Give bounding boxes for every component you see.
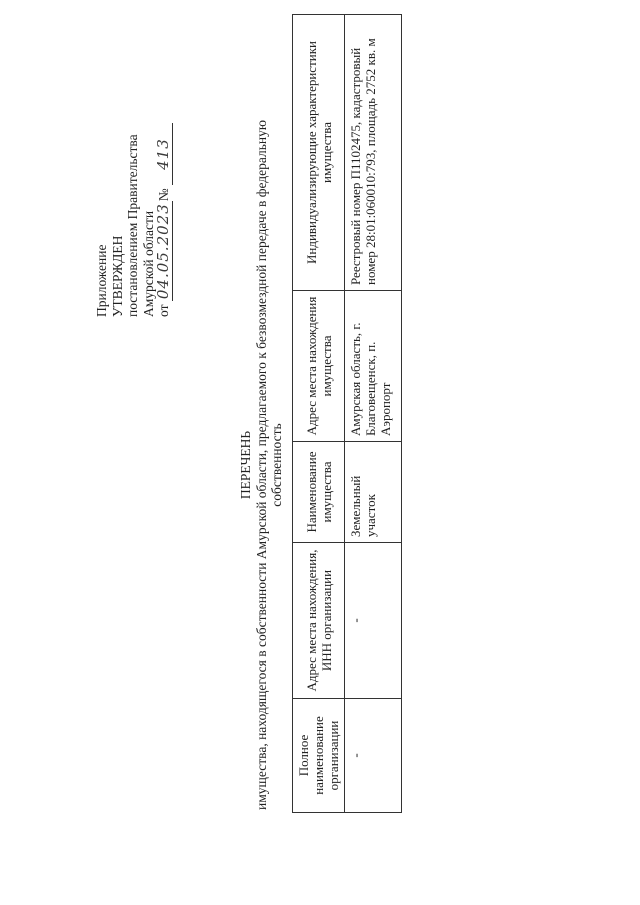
document-subtitle-line1: имущества, находящегося в собственности Амурской области, предлагаемого к безвозмездной передаче в федеральную: [253, 120, 269, 810]
table-row: [345, 15, 402, 813]
document-title: ПЕРЕЧЕНЬ: [238, 430, 253, 500]
handwritten-date: 04.05.2023: [154, 203, 172, 300]
date-field: [156, 201, 173, 301]
appendix-label: Приложение: [94, 244, 109, 317]
from-prefix: от: [156, 304, 171, 317]
document-subtitle-line2: собственность: [269, 423, 284, 507]
table-header-row: [293, 15, 345, 813]
header-property-address: Адрес места нахождения имущества: [293, 291, 345, 442]
resolution-label: постановлением Правительства: [125, 134, 140, 317]
region-label: Амурской области: [140, 210, 156, 317]
date-number-line: [156, 17, 173, 317]
header-org-address-inn: Адрес места нахождения, ИНН организации: [293, 543, 345, 699]
number-sign: №: [156, 188, 171, 202]
cell-property-name: Земельный участок: [345, 442, 402, 543]
approval-block: [94, 17, 173, 317]
header-org-name: Полное наименование организации: [293, 699, 345, 813]
number-field: [156, 123, 173, 185]
cell-org-name: -: [345, 699, 402, 813]
property-table: [292, 14, 402, 813]
cell-property-characteristics: Реестровый номер П1102475, кадастровый номер 28:01:060010:793, площадь 2752 кв. м: [345, 15, 402, 291]
cell-org-address-inn: -: [345, 543, 402, 699]
header-property-name: Наименование имущества: [293, 442, 345, 543]
document-heading: [238, 85, 285, 845]
approved-label: УТВЕРЖДЕН: [109, 235, 125, 317]
cell-property-address: Амурская область, г. Благовещенск, п. Аэропорт: [345, 291, 402, 442]
header-property-characteristics: Индивидуализирующие характеристики имущества: [293, 15, 345, 291]
handwritten-number: 413: [154, 138, 172, 170]
